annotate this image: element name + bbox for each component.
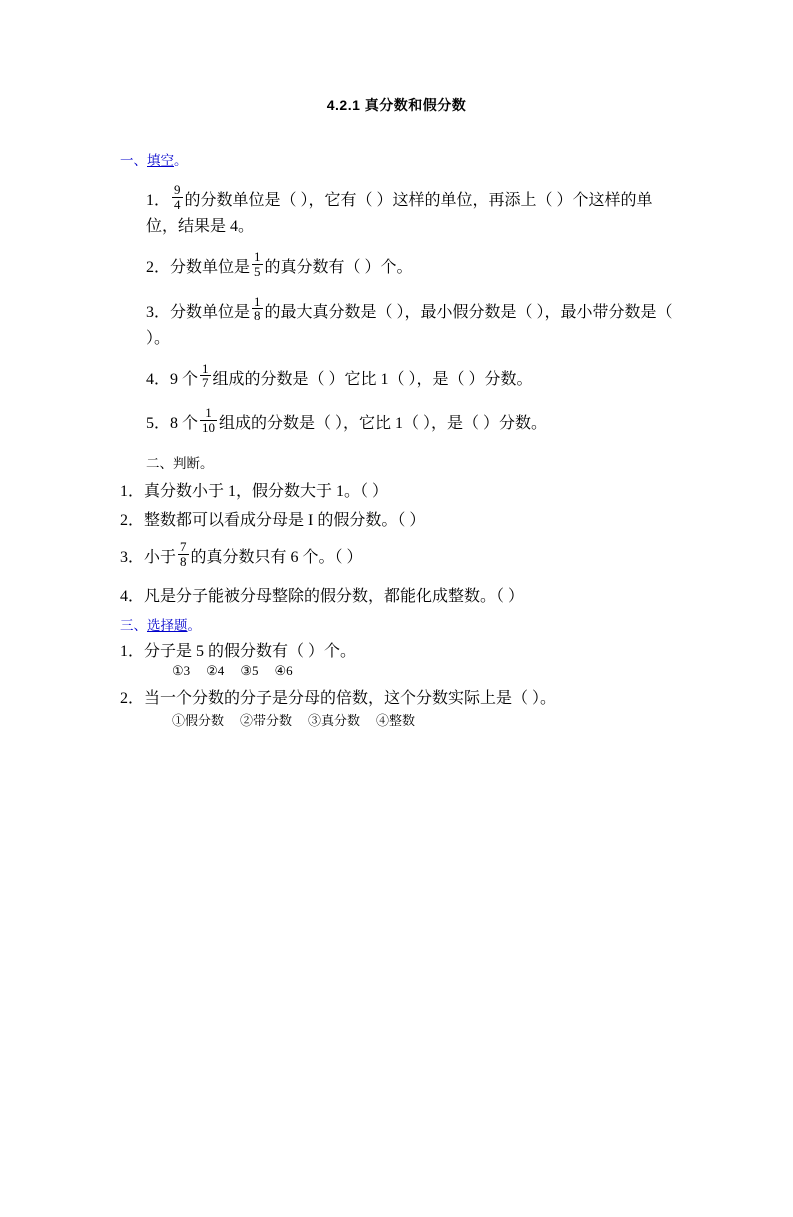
fraction-numerator: 1 bbox=[254, 293, 261, 309]
question-item bbox=[120, 293, 683, 348]
question-item bbox=[120, 685, 683, 708]
option-item[interactable]: ②4 bbox=[206, 662, 225, 678]
section-heading-link: 判断 bbox=[173, 456, 200, 472]
section-heading-prefix: 二、 bbox=[146, 456, 173, 472]
fraction bbox=[200, 406, 217, 434]
question-item bbox=[120, 360, 683, 392]
question-item bbox=[120, 478, 683, 501]
option-item[interactable]: ①假分数 bbox=[172, 712, 225, 728]
section-heading-multiple-choice bbox=[120, 614, 683, 634]
question-item bbox=[120, 638, 683, 661]
question-item bbox=[120, 249, 683, 280]
fraction-denominator: 5 bbox=[254, 263, 261, 279]
question-text-post: 的真分数有（ ）个。 bbox=[264, 259, 413, 277]
question-item bbox=[120, 507, 683, 530]
question-text: 当一个分数的分子是分母的倍数，这个分数实际上是（ ）。 bbox=[144, 689, 557, 707]
section-heading-link[interactable]: 填空 bbox=[147, 153, 174, 168]
section-heading-suffix: 。 bbox=[174, 153, 188, 168]
question-text-pre: 分数单位是 bbox=[170, 259, 251, 277]
question-text-post: 组成的分数是（ ）它比 1（ ），是（ ）分数。 bbox=[212, 370, 533, 388]
question-text-pre: 小于 bbox=[144, 549, 177, 567]
fraction-numerator: 1 bbox=[205, 405, 212, 421]
fraction bbox=[252, 250, 263, 278]
fraction bbox=[252, 295, 263, 323]
question-number: 2． bbox=[120, 689, 145, 707]
question-number: 1． bbox=[120, 642, 145, 660]
question-text-post: 组成的分数是（ ），它比 1（ ），是（ ）分数。 bbox=[219, 414, 548, 432]
question-text: 的分数单位是（ ），它有（ ）这样的单位，再添上（ ）个这样的单位，结果是 4。 bbox=[146, 191, 653, 236]
question-item bbox=[120, 583, 683, 606]
question-number: 1． bbox=[120, 483, 145, 501]
option-list bbox=[120, 710, 683, 729]
fraction-denominator: 7 bbox=[202, 375, 209, 391]
option-item[interactable]: ④6 bbox=[274, 662, 293, 678]
question-text-post: 的真分数只有 6 个。（ ） bbox=[190, 549, 363, 567]
fraction bbox=[172, 183, 183, 211]
question-number: 4． bbox=[120, 587, 145, 605]
document-body bbox=[0, 149, 793, 729]
question-text-pre: 8 个 bbox=[170, 414, 199, 432]
question-text-post: 的最大真分数是（ ），最小假分数是（ ），最小带分数是（ ）。 bbox=[146, 303, 673, 347]
question-text: 凡是分子能被分母整除的假分数，都能化成整数。（ ） bbox=[144, 587, 525, 605]
fraction-denominator: 8 bbox=[254, 308, 261, 324]
section-heading-suffix: 。 bbox=[187, 617, 201, 633]
question-number: 2． bbox=[146, 259, 171, 277]
question-text: 整数都可以看成分母是 I 的假分数。（ ） bbox=[144, 512, 426, 530]
section-heading-link[interactable]: 选择题 bbox=[147, 617, 188, 633]
question-number: 4． bbox=[146, 370, 171, 388]
question-item bbox=[120, 182, 683, 236]
fraction-denominator: 8 bbox=[180, 554, 187, 570]
question-number: 5． bbox=[146, 414, 171, 432]
option-list bbox=[120, 663, 683, 679]
fraction-numerator: 7 bbox=[180, 539, 187, 555]
fraction bbox=[200, 362, 211, 390]
question-text-pre: 分数单位是 bbox=[170, 303, 251, 321]
fraction-numerator: 1 bbox=[254, 249, 261, 265]
question-text-pre: 9 个 bbox=[170, 370, 199, 388]
fraction-denominator: 4 bbox=[174, 196, 181, 212]
question-number: 1． bbox=[146, 191, 171, 209]
question-item bbox=[120, 405, 683, 436]
question-item bbox=[120, 539, 683, 570]
question-number: 2． bbox=[120, 512, 145, 530]
fraction-numerator: 1 bbox=[202, 360, 209, 376]
fraction bbox=[178, 540, 189, 568]
option-item[interactable]: ④整数 bbox=[376, 712, 416, 728]
section-heading-prefix: 三、 bbox=[120, 617, 147, 633]
section-heading-fill-in-blank bbox=[120, 149, 683, 169]
question-number: 3． bbox=[120, 549, 145, 567]
page-title: 4.2.1 真分数和假分数 bbox=[326, 97, 467, 113]
section-heading-suffix: 。 bbox=[200, 456, 214, 472]
option-item[interactable]: ③5 bbox=[240, 662, 259, 678]
fraction-denominator: 10 bbox=[202, 419, 216, 435]
section-heading-true-false bbox=[120, 452, 683, 472]
fraction-numerator: 9 bbox=[174, 182, 181, 197]
question-number: 3． bbox=[146, 303, 171, 321]
question-text: 真分数小于 1，假分数大于 1。（ ） bbox=[144, 483, 389, 501]
option-item[interactable]: ②带分数 bbox=[240, 712, 293, 728]
option-item[interactable]: ①3 bbox=[172, 662, 191, 678]
question-text: 分子是 5 的假分数有（ ）个。 bbox=[144, 642, 357, 660]
section-heading-prefix: 一、 bbox=[120, 153, 147, 168]
option-item[interactable]: ③真分数 bbox=[308, 712, 361, 728]
worksheet-page bbox=[0, 95, 793, 1217]
